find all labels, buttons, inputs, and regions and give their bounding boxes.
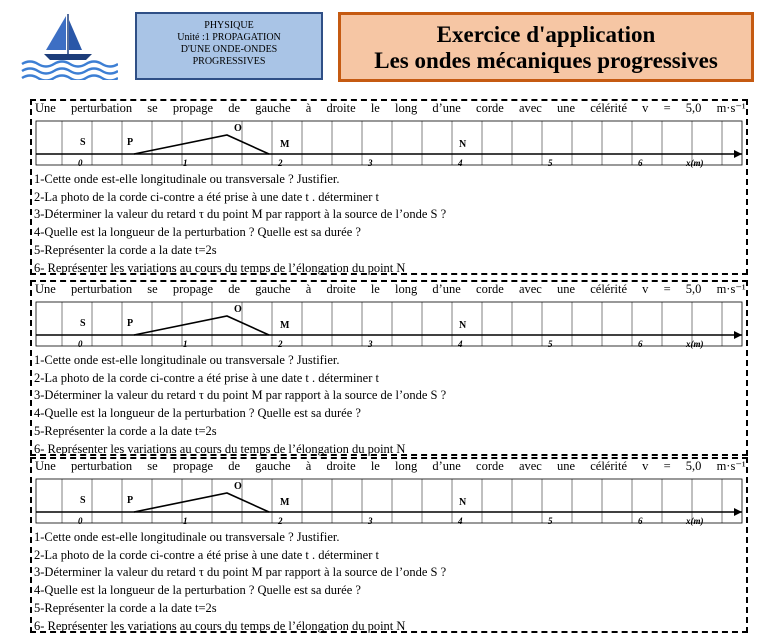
statement-word: célérité [590, 282, 627, 296]
point-label: P [127, 495, 134, 506]
axis-tick-label: 4 [458, 516, 463, 526]
question-item: 2-La photo de la corde ci-contre a été prise à une date t . déterminer t [34, 370, 379, 385]
unit-line: D'UNE ONDE-ONDES [180, 44, 278, 55]
question-item: 6- Représenter les variations au cours du temps de l’élongation du point N [34, 260, 406, 275]
question-item: 5-Représenter la corde a la date t=2s [34, 600, 217, 615]
sailboat-logo [18, 10, 118, 80]
statement-word: 5,0 [685, 282, 702, 296]
unit-box [135, 12, 323, 80]
statement-word: droite [326, 459, 356, 473]
statement-word: se [147, 282, 158, 296]
axis-tick-label: 3 [368, 339, 373, 349]
statement-word: v [642, 459, 649, 473]
statement-word: gauche [255, 282, 291, 296]
point-label: O [234, 304, 242, 315]
axis-tick-label: 4 [458, 158, 463, 168]
statement-word: propage [172, 282, 214, 296]
statement-word: propage [172, 101, 214, 115]
question-list [34, 352, 446, 458]
statement-word: v [642, 282, 649, 296]
axis-tick-label: 4 [458, 339, 463, 349]
axis-tick-label: 3 [368, 516, 373, 526]
statement-word: long [395, 459, 418, 473]
question-item: 5-Représenter la corde a la date t=2s [34, 423, 217, 438]
question-item: 3-Déterminer la valeur du retard τ du point M par rapport à la source de l’onde S ? [34, 207, 447, 222]
statement-word: le [370, 459, 380, 473]
axis-tick-label: 5 [548, 158, 553, 168]
question-item: 1-Cette onde est-elle longitudinale ou transversale ? Justifier. [34, 353, 340, 367]
statement-word: célérité [590, 459, 627, 473]
statement-word: le [370, 101, 380, 115]
axis-tick-label: 2 [278, 158, 283, 168]
question-item: 1-Cette onde est-elle longitudinale ou transversale ? Justifier. [34, 530, 340, 544]
statement-word: corde [476, 459, 504, 473]
statement-word: à [305, 459, 312, 473]
statement-word: perturbation [70, 459, 133, 473]
statement-word: une [557, 101, 576, 115]
question-item: 1-Cette onde est-elle longitudinale ou transversale ? Justifier. [34, 172, 340, 186]
axis-tick-label: 6 [638, 158, 643, 168]
question-item: 6- Représenter les variations au cours du temps de l’élongation du point N [34, 618, 406, 633]
point-label: O [234, 123, 242, 134]
statement-word: gauche [255, 101, 291, 115]
unit-line: PHYSIQUE [204, 20, 254, 31]
statement-word: corde [476, 101, 504, 115]
statement-word: à [305, 282, 312, 296]
point-label: N [459, 497, 467, 508]
statement-word: d’une [432, 459, 461, 473]
statement-word: perturbation [70, 282, 133, 296]
statement-word: se [147, 101, 158, 115]
statement-word: m·s⁻¹. [716, 282, 749, 296]
statement-word: m·s⁻¹. [716, 459, 749, 473]
axis-label: x(m) [686, 516, 704, 526]
question-item: 2-La photo de la corde ci-contre a été prise à une date t . déterminer t [34, 547, 379, 562]
title-box [338, 12, 754, 82]
point-label: S [80, 318, 86, 329]
point-label: S [80, 495, 86, 506]
title-line-1: Exercice d'application [436, 22, 656, 47]
statement-word: gauche [255, 459, 291, 473]
statement-word: avec [518, 101, 542, 115]
statement-word: = [663, 101, 671, 115]
statement-word: 5,0 [685, 101, 702, 115]
axis-tick-label: 3 [368, 158, 373, 168]
exercise-block [30, 457, 748, 633]
question-item: 4-Quelle est la longueur de la perturbation ? Quelle est sa durée ? [34, 225, 361, 240]
exercise-statement [35, 459, 749, 473]
statement-word: Une [35, 282, 56, 296]
unit-line: PROGRESSIVES [192, 56, 266, 67]
statement-word: perturbation [70, 101, 133, 115]
title-line-2: Les ondes mécaniques progressives [374, 48, 718, 73]
statement-word: long [395, 282, 418, 296]
statement-word: corde [476, 282, 504, 296]
rope-diagram [34, 298, 746, 352]
question-item: 4-Quelle est la longueur de la perturbation ? Quelle est sa durée ? [34, 583, 361, 598]
statement-word: v [642, 101, 649, 115]
question-list [34, 529, 446, 635]
point-label: P [127, 137, 134, 148]
axis-tick-label: 6 [638, 339, 643, 349]
statement-word: le [370, 282, 380, 296]
point-label: O [234, 481, 242, 492]
rope-diagram [34, 117, 746, 171]
axis-tick-label: 0 [78, 158, 83, 168]
exercise-statement [35, 101, 749, 115]
question-item: 2-La photo de la corde ci-contre a été prise à une date t . déterminer t [34, 189, 379, 204]
statement-word: Une [35, 101, 56, 115]
question-item: 6- Représenter les variations au cours du temps de l’élongation du point N [34, 441, 406, 456]
axis-label: x(m) [686, 339, 704, 349]
statement-word: une [557, 459, 576, 473]
unit-line: Unité :1 PROPAGATION [177, 32, 281, 43]
statement-word: avec [518, 459, 542, 473]
point-label: N [459, 139, 467, 150]
rope-diagram [34, 475, 746, 529]
point-label: P [127, 318, 134, 329]
axis-tick-label: 5 [548, 516, 553, 526]
statement-word: long [395, 101, 418, 115]
exercise-statement [35, 282, 749, 296]
statement-word: à [305, 101, 312, 115]
question-item: 4-Quelle est la longueur de la perturbation ? Quelle est sa durée ? [34, 406, 361, 421]
point-label: M [280, 139, 290, 150]
point-label: N [459, 320, 467, 331]
statement-word: Une [35, 459, 56, 473]
axis-tick-label: 1 [183, 158, 188, 168]
question-item: 3-Déterminer la valeur du retard τ du point M par rapport à la source de l’onde S ? [34, 388, 447, 403]
axis-tick-label: 5 [548, 339, 553, 349]
axis-tick-label: 2 [278, 339, 283, 349]
question-list [34, 171, 446, 277]
axis-tick-label: 0 [78, 339, 83, 349]
statement-word: de [228, 282, 241, 296]
statement-word: une [557, 282, 576, 296]
exercise-block [30, 99, 748, 275]
statement-word: avec [518, 282, 542, 296]
statement-word: célérité [590, 101, 627, 115]
question-item: 5-Représenter la corde a la date t=2s [34, 242, 217, 257]
statement-word: se [147, 459, 158, 473]
statement-word: d’une [432, 101, 461, 115]
axis-label: x(m) [686, 158, 704, 168]
point-label: M [280, 320, 290, 331]
axis-tick-label: 1 [183, 339, 188, 349]
point-label: S [80, 137, 86, 148]
axis-tick-label: 6 [638, 516, 643, 526]
statement-word: de [228, 459, 241, 473]
statement-word: 5,0 [685, 459, 702, 473]
exercise-block [30, 280, 748, 456]
axis-tick-label: 2 [278, 516, 283, 526]
statement-word: = [663, 282, 671, 296]
question-item: 3-Déterminer la valeur du retard τ du point M par rapport à la source de l’onde S ? [34, 565, 447, 580]
statement-word: m·s⁻¹. [716, 101, 749, 115]
axis-tick-label: 0 [78, 516, 83, 526]
statement-word: de [228, 101, 241, 115]
statement-word: d’une [432, 282, 461, 296]
statement-word: = [663, 459, 671, 473]
statement-word: droite [326, 282, 356, 296]
statement-word: droite [326, 101, 356, 115]
point-label: M [280, 497, 290, 508]
axis-tick-label: 1 [183, 516, 188, 526]
statement-word: propage [172, 459, 214, 473]
